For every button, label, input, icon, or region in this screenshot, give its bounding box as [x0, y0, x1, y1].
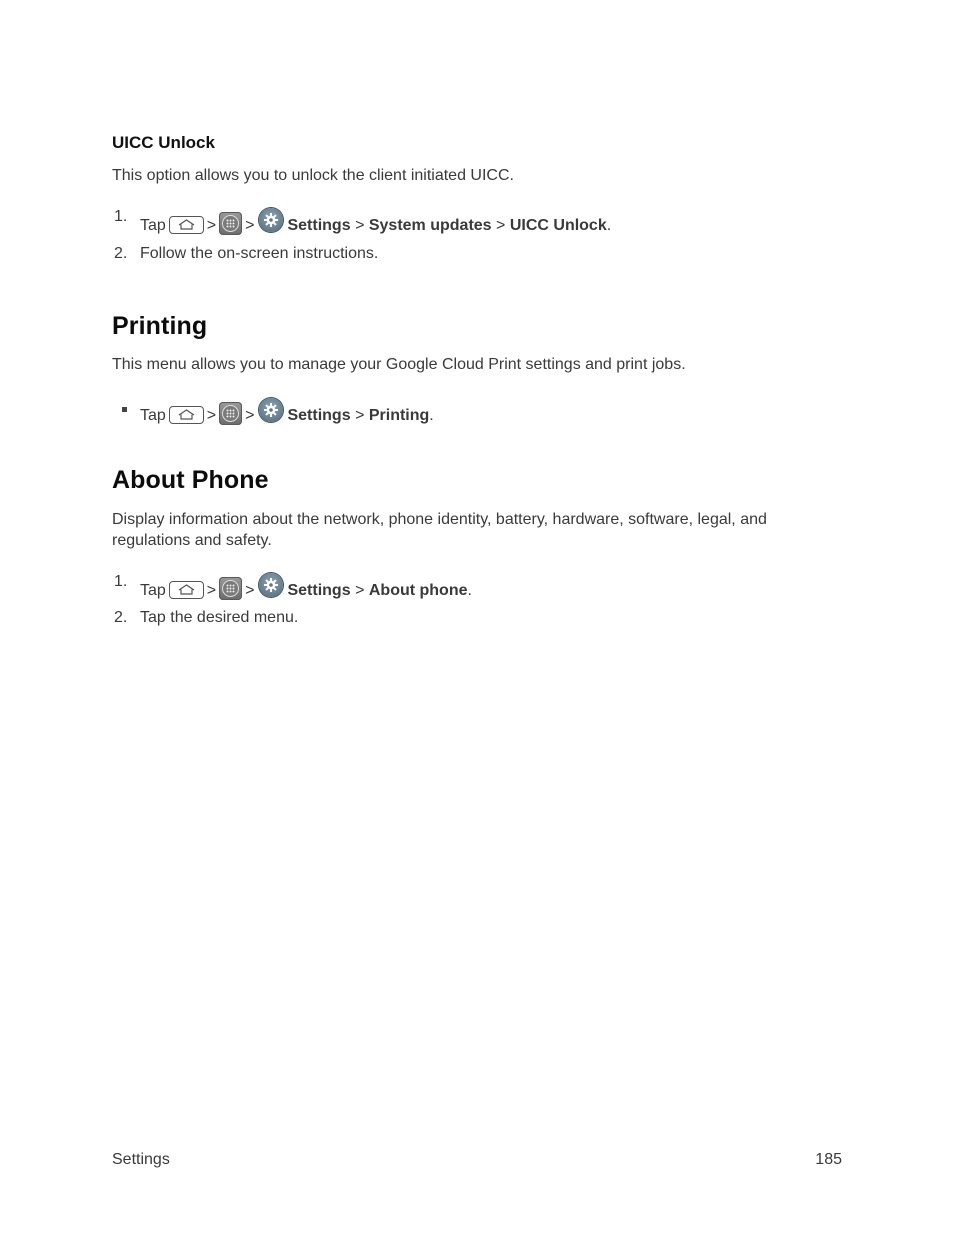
path-settings: Settings	[287, 217, 351, 234]
apps-icon	[219, 212, 242, 235]
settings-gear-icon	[259, 398, 283, 422]
footer-section-name: Settings	[112, 1151, 170, 1168]
path-system-updates: System updates	[368, 217, 492, 234]
separator: >	[355, 582, 365, 599]
uicc-unlock-intro: This option allows you to unlock the client initiated UICC.	[112, 167, 514, 184]
settings-gear-icon	[259, 208, 283, 232]
apps-icon	[219, 577, 242, 600]
settings-gear-icon	[259, 573, 283, 597]
step-text: Follow the on-screen instructions.	[140, 245, 379, 262]
path-printing: Printing	[368, 407, 430, 424]
home-icon	[169, 581, 204, 599]
bullet-marker	[122, 407, 127, 412]
apps-icon	[219, 402, 242, 425]
separator: >	[355, 217, 365, 234]
about-intro-line-1: Display information about the network, phone identity, battery, hardware, software, legal, and	[112, 511, 767, 528]
printing-intro: This menu allows you to manage your Google Cloud Print settings and print jobs.	[112, 356, 686, 373]
path-settings: Settings	[287, 407, 351, 424]
printing-heading: Printing	[112, 312, 208, 340]
period: .	[467, 582, 472, 599]
path-about-phone: About phone	[368, 582, 468, 599]
step-number: 1.	[114, 208, 128, 225]
home-icon	[169, 216, 204, 234]
separator: >	[245, 582, 255, 599]
separator: >	[355, 407, 365, 424]
step-number: 1.	[114, 573, 128, 590]
step-number: 2.	[114, 609, 128, 626]
tap-label: Tap	[140, 407, 166, 424]
path-uicc-unlock: UICC Unlock	[509, 217, 607, 234]
about-phone-intro	[112, 509, 767, 551]
period: .	[429, 407, 434, 424]
separator: >	[245, 407, 255, 424]
separator: >	[206, 582, 217, 599]
separator: >	[206, 217, 217, 234]
uicc-unlock-heading: UICC Unlock	[112, 133, 215, 152]
home-icon	[169, 406, 204, 424]
tap-label: Tap	[140, 217, 166, 234]
footer-page-number: 185	[815, 1151, 842, 1168]
tap-label: Tap	[140, 582, 166, 599]
period: .	[606, 217, 612, 234]
separator: >	[245, 217, 255, 234]
separator: >	[206, 407, 217, 424]
step-number: 2.	[114, 245, 128, 262]
path-settings: Settings	[287, 582, 351, 599]
step-text: Tap the desired menu.	[140, 609, 299, 626]
about-intro-line-2: regulations and safety.	[112, 532, 272, 549]
separator: >	[496, 217, 506, 234]
about-phone-heading: About Phone	[112, 466, 269, 494]
